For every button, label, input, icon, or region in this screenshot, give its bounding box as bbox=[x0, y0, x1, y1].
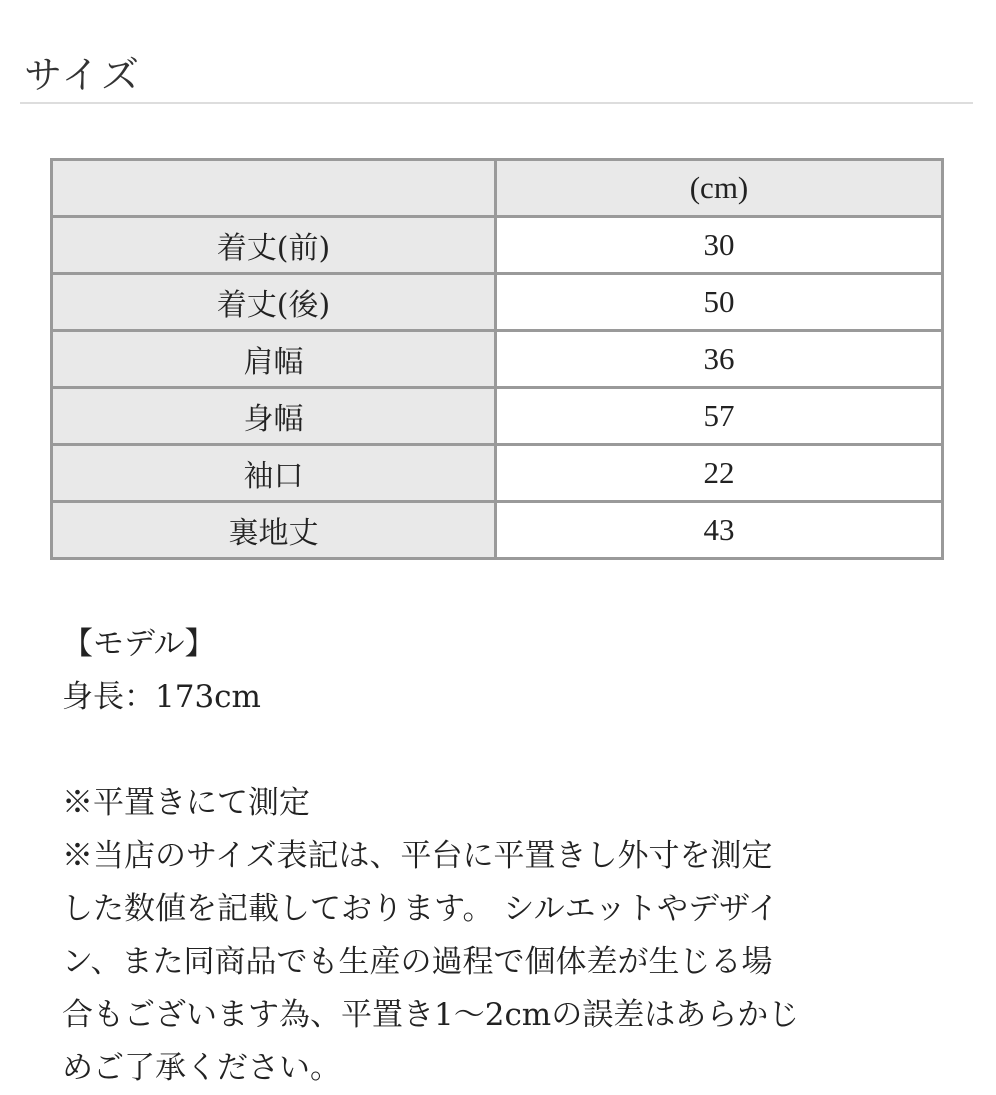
table-header-row bbox=[52, 160, 943, 217]
divider bbox=[20, 102, 973, 104]
note-line: ン、また同商品でも生産の過程で個体差が生じる場 bbox=[62, 944, 773, 980]
section-title: サイズ bbox=[24, 53, 141, 97]
note-line: した数値を記載しております。 シルエットやデザイ bbox=[62, 891, 779, 927]
header-cell-unit: (cm) bbox=[496, 160, 943, 217]
notes-block bbox=[62, 618, 799, 1095]
row-value: 50 bbox=[496, 274, 943, 331]
spacer bbox=[62, 724, 799, 777]
model-heading: 【モデル】 bbox=[62, 626, 216, 662]
table-row bbox=[52, 331, 943, 388]
note-line: めご了承ください。 bbox=[62, 1050, 341, 1086]
row-label: 袖口 bbox=[52, 445, 496, 502]
header-cell-label bbox=[52, 160, 496, 217]
table-row bbox=[52, 217, 943, 274]
row-label: 着丈(前) bbox=[52, 217, 496, 274]
row-value: 30 bbox=[496, 217, 943, 274]
row-value: 22 bbox=[496, 445, 943, 502]
table-row bbox=[52, 274, 943, 331]
note-line: ※平置きにて測定 bbox=[62, 785, 310, 821]
row-label: 肩幅 bbox=[52, 331, 496, 388]
size-table bbox=[50, 158, 944, 560]
table-row bbox=[52, 388, 943, 445]
note-line: 合もございます為、平置き1～2cmの誤差はあらかじ bbox=[62, 997, 800, 1033]
row-label: 身幅 bbox=[52, 388, 496, 445]
row-value: 43 bbox=[496, 502, 943, 559]
table-row bbox=[52, 445, 943, 502]
table-row bbox=[52, 502, 943, 559]
row-value: 36 bbox=[496, 331, 943, 388]
row-value: 57 bbox=[496, 388, 943, 445]
model-height: 身長：173cm bbox=[62, 679, 261, 715]
note-line: ※当店のサイズ表記は、平台に平置きし外寸を測定 bbox=[62, 838, 773, 874]
row-label: 裏地丈 bbox=[52, 502, 496, 559]
row-label: 着丈(後) bbox=[52, 274, 496, 331]
